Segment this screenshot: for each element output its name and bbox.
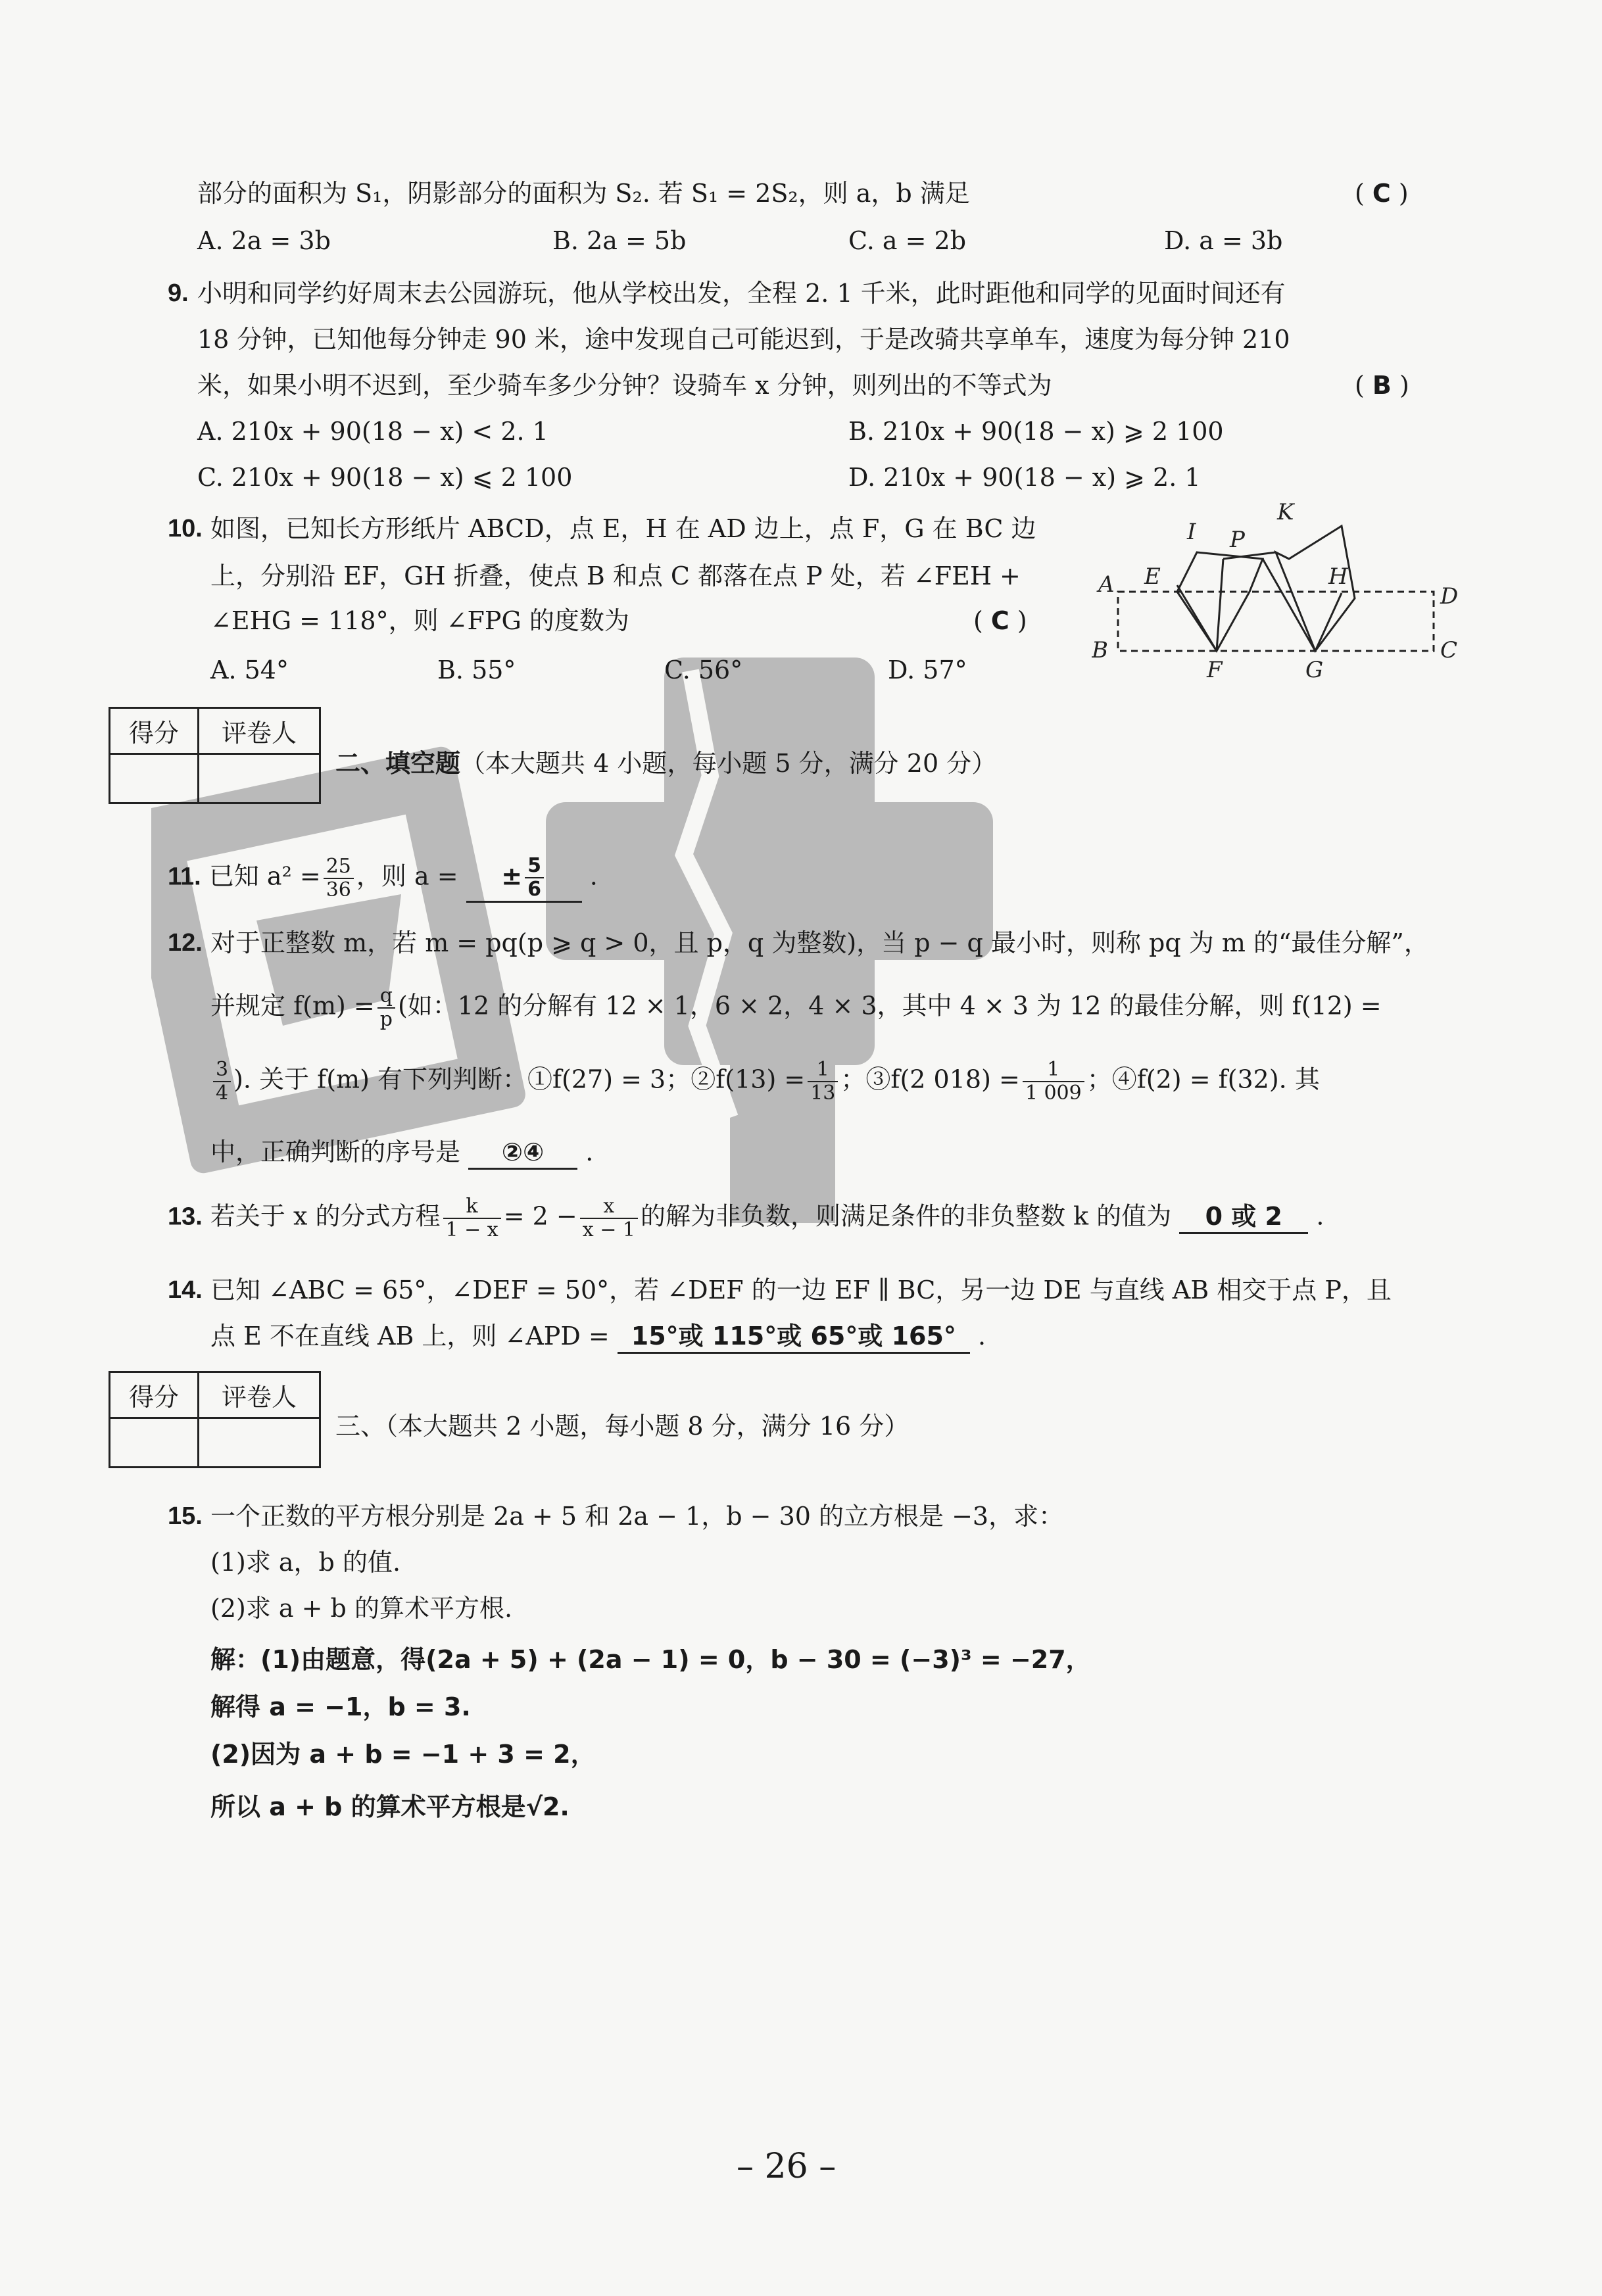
- q12-line-1: 对于正整数 m，若 m = pq(p ⩾ q > 0，且 p，q 为整数)，当 p − q 最小时，则称 pq 为 m 的“最佳分解”，: [210, 928, 1429, 957]
- q11-number: 11.: [168, 863, 201, 891]
- q13-number: 13.: [168, 1203, 203, 1231]
- q13-post: 的解为非负数，则满足条件的非负整数 k 的值为: [640, 1201, 1172, 1231]
- q11-end: .: [589, 861, 598, 891]
- score-cell-blank: [110, 754, 199, 803]
- section-2-title: 二、填空题: [335, 749, 461, 778]
- q10-line-3: ∠EHG = 118°，则 ∠FPG 的度数为: [210, 606, 629, 635]
- q13-frac2-num: x: [580, 1195, 638, 1219]
- q11-frac-den: 36: [326, 878, 351, 901]
- q14-answer: 15°或 115°或 65°或 165°: [618, 1320, 970, 1354]
- q14-number: 14.: [168, 1276, 203, 1304]
- q13-end: .: [1316, 1201, 1324, 1231]
- q12-line-2-pre: 并规定 f(m) =: [210, 991, 375, 1020]
- q13-frac1-num: k: [443, 1195, 501, 1219]
- q10-answer: C: [990, 606, 1009, 635]
- q13-answer: 0 或 2: [1179, 1201, 1308, 1234]
- q10-option-c: C. 56°: [664, 656, 743, 684]
- q12-line-2-post: (如：12 的分解有 12 × 1，6 × 2，4 × 3，其中 4 × 3 为 12 的最佳分解，则 f(12) =: [397, 991, 1382, 1020]
- q13-fraction-1: [443, 1195, 501, 1241]
- section-3-note: （本大题共 2 小题，每小题 8 分，满分 16 分）: [385, 1412, 910, 1441]
- q13-fraction-2: [580, 1195, 638, 1241]
- q10-number: 10.: [168, 515, 203, 542]
- q10-line-2: 上，分别沿 EF，GH 折叠，使点 B 和点 C 都落在点 P 处，若 ∠FEH +: [210, 562, 1021, 590]
- q9-number: 9.: [168, 279, 189, 307]
- q11-answer-blank: [466, 855, 582, 903]
- q9-option-a: A. 210x + 90(18 − x) < 2. 1: [197, 417, 548, 446]
- q12-end: .: [585, 1137, 594, 1166]
- fig-label-d: D: [1440, 583, 1459, 610]
- grader-cell-label: 评卷人: [199, 708, 320, 754]
- fig-label-h: H: [1328, 563, 1348, 590]
- q15-stem: 一个正数的平方根分别是 2a + 5 和 2a − 1，b − 30 的立方根是 −3，求：: [210, 1502, 1064, 1531]
- q11-answer-fraction: [525, 855, 544, 901]
- q15-solution-3: (2)因为 a + b = −1 + 3 = 2，: [210, 1740, 596, 1769]
- q15-solution-2: 解得 a = −1，b = 3.: [210, 1692, 471, 1721]
- page-number: – 26 –: [737, 2147, 837, 2186]
- section-3-header: [335, 1410, 909, 1442]
- q15-solution-4: 所以 a + b 的算术平方根是√2.: [210, 1792, 570, 1821]
- q9-line-2: 18 分钟，已知他每分钟走 90 米，途中发现自己可能迟到，于是改骑共享单车，速度为每分钟 210: [197, 325, 1290, 354]
- q8-answer-bracket: ( C ): [1355, 179, 1409, 208]
- q15-part-2: (2)求 a + b 的算术平方根.: [210, 1594, 513, 1623]
- q9-option-b: B. 210x + 90(18 − x) ⩾ 2 100: [848, 417, 1224, 446]
- q12-fraction-qp: [377, 985, 395, 1031]
- q11-answer-sign: ±: [501, 861, 523, 891]
- q9-line-3: 米，如果小明不迟到，至少骑车多少分钟？设骑车 x 分钟，则列出的不等式为: [197, 371, 1052, 400]
- fig-label-p: P: [1230, 527, 1245, 553]
- folding-rectangle-figure: [1092, 500, 1460, 684]
- q12-frac-1009: 1 009: [1025, 1082, 1082, 1105]
- q12-fraction-1-1009: [1023, 1059, 1084, 1105]
- q12-frac-13: 13: [810, 1082, 836, 1105]
- q11-fraction: [324, 855, 354, 901]
- q8-option-d: D. a = 3b: [1164, 226, 1283, 255]
- q8-answer: C: [1372, 179, 1391, 208]
- q10-option-d: D. 57°: [888, 656, 967, 684]
- q12-frac-q: q: [377, 985, 395, 1009]
- q12-frac-1a: 1: [808, 1059, 838, 1082]
- q12-frac-1b: 1: [1023, 1059, 1084, 1082]
- q12-line-3-b: ；③f(2 018) =: [840, 1064, 1020, 1094]
- q12-number: 12.: [168, 929, 203, 957]
- q13-row: [168, 1195, 1324, 1241]
- score-cell-label: 得分: [110, 708, 199, 754]
- q10-line-1: 如图，已知长方形纸片 ABCD，点 E，H 在 AD 边上，点 F，G 在 BC 边: [210, 514, 1036, 543]
- q11-row: [168, 855, 598, 903]
- grader-cell-label: 评卷人: [199, 1372, 320, 1418]
- grader-cell-blank: [199, 754, 320, 803]
- q10-answer-bracket: ( C ): [973, 606, 1027, 635]
- q11-frac-num: 25: [324, 855, 354, 879]
- score-table-section-3: [109, 1371, 321, 1468]
- fig-label-i: I: [1187, 519, 1196, 545]
- q11-pre: 已知 a² =: [208, 861, 321, 891]
- q12-line-4-pre: 中，正确判断的序号是: [210, 1137, 461, 1166]
- q14-line-2-pre: 点 E 不在直线 AB 上，则 ∠APD =: [210, 1322, 610, 1351]
- q8-option-b: B. 2a = 5b: [552, 226, 687, 255]
- q15-part-1: (1)求 a，b 的值.: [210, 1548, 401, 1577]
- q9-option-d: D. 210x + 90(18 − x) ⩾ 2. 1: [848, 463, 1201, 492]
- q12-answer: ②④: [468, 1136, 577, 1170]
- fig-label-b: B: [1092, 637, 1108, 663]
- q9-option-c: C. 210x + 90(18 − x) ⩽ 2 100: [197, 463, 573, 492]
- q14-end: .: [977, 1322, 986, 1351]
- grader-cell-blank: [199, 1418, 320, 1468]
- q11-mid: ，则 a =: [356, 861, 458, 891]
- section-2-header: [335, 748, 996, 779]
- q8-option-a: A. 2a = 3b: [197, 226, 331, 255]
- q12-line-3-c: ；④f(2) = f(32). 其: [1086, 1064, 1320, 1094]
- fig-label-c: C: [1440, 637, 1458, 663]
- q12-line-4: [210, 1136, 593, 1170]
- fig-label-e: E: [1144, 563, 1161, 590]
- q9-answer: B: [1372, 371, 1392, 400]
- fig-label-a: A: [1098, 571, 1115, 598]
- q8-option-c: C. a = 2b: [848, 226, 967, 255]
- q13-frac1-den: 1 − x: [445, 1218, 498, 1241]
- rectangle-abcd: [1118, 592, 1434, 651]
- q13-frac2-den: x − 1: [582, 1218, 635, 1241]
- q12-frac-p: p: [379, 1008, 393, 1031]
- fig-label-g: G: [1305, 657, 1324, 683]
- q14-line-2: [210, 1320, 986, 1354]
- q10-option-b: B. 55°: [437, 656, 516, 684]
- fig-label-k: K: [1277, 500, 1294, 525]
- section-3-title: 三、: [335, 1412, 386, 1441]
- score-cell-label: 得分: [110, 1372, 199, 1418]
- q10-option-a: A. 54°: [210, 656, 289, 684]
- q12-line-3-a: ). 关于 f(m) 有下列判断：①f(27) = 3；②f(13) =: [233, 1064, 806, 1094]
- q9-line-1: 小明和同学约好周末去公园游玩，他从学校出发，全程 2. 1 千米，此时距他和同学的见面时间还有: [197, 279, 1286, 308]
- q12-line-2: [210, 985, 1382, 1031]
- score-table-section-2: [109, 707, 321, 804]
- section-2-note: （本大题共 4 小题，每小题 5 分，满分 20 分）: [460, 749, 997, 778]
- q12-fraction-1-13: [808, 1059, 838, 1105]
- q15-solution-1: 解：(1)由题意，得(2a + 5) + (2a − 1) = 0，b − 30 = (−3)³ = −27，: [210, 1645, 1091, 1674]
- q12-frac-3: 3: [213, 1059, 231, 1082]
- q12-line-3: [210, 1059, 1320, 1105]
- q14-line-1: 已知 ∠ABC = 65°，∠DEF = 50°，若 ∠DEF 的一边 EF ∥ BC，另一边 DE 与直线 AB 相交于点 P，且: [210, 1276, 1392, 1304]
- q12-fraction-3-4: [213, 1059, 231, 1105]
- q9-answer-bracket: ( B ): [1355, 371, 1409, 400]
- fig-label-f: F: [1207, 657, 1223, 683]
- q12-frac-4: 4: [216, 1082, 229, 1105]
- q8-line: 部分的面积为 S₁，阴影部分的面积为 S₂. 若 S₁ = 2S₂，则 a，b 满足: [197, 179, 970, 208]
- score-cell-blank: [110, 1418, 199, 1468]
- q11-answer-num: 5: [525, 855, 544, 878]
- q15-number: 15.: [168, 1502, 203, 1530]
- q11-answer-den: 6: [527, 878, 542, 901]
- q13-mid: = 2 −: [503, 1201, 577, 1231]
- q13-pre: 若关于 x 的分式方程: [210, 1201, 441, 1231]
